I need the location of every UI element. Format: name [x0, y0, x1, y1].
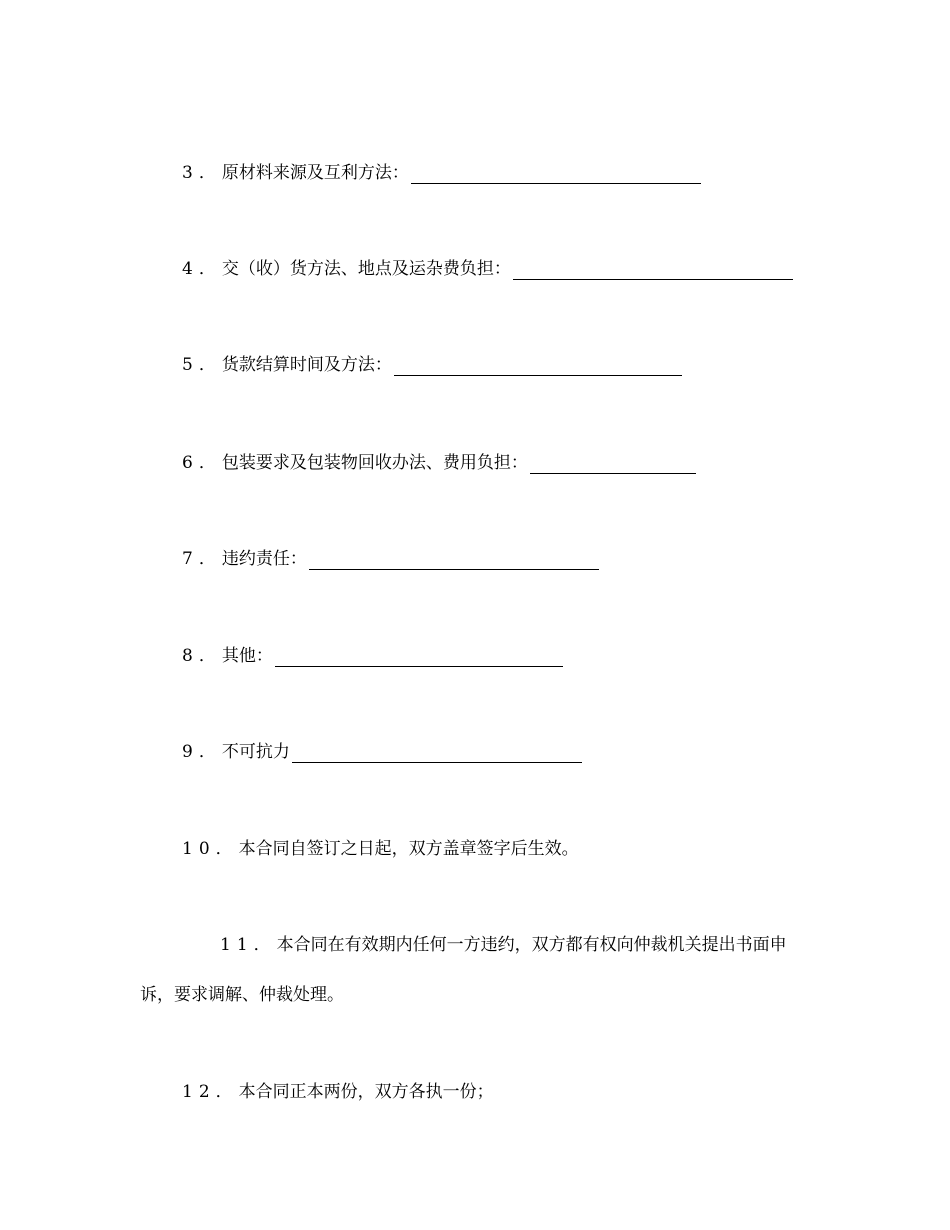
clause-text: 本合同在有效期内任何一方违约，双方都有权向仲裁机关提出书面申诉，要求调解、仲裁处理。: [140, 935, 787, 1005]
fill-in-blank[interactable]: [292, 744, 582, 763]
clause-4: [182, 258, 793, 280]
clause-12: [182, 1081, 494, 1103]
clause-7: [182, 548, 599, 570]
clause-5: [182, 354, 682, 376]
clause-3: [182, 162, 701, 184]
clause-11: [140, 920, 812, 1020]
clause-number: 3．: [182, 163, 222, 183]
clause-text: 原材料来源及互利方法：: [221, 163, 409, 183]
fill-in-blank[interactable]: [411, 165, 701, 184]
clause-6: [182, 452, 696, 474]
clause-8: [182, 645, 563, 667]
fill-in-blank[interactable]: [275, 648, 563, 667]
fill-in-blank[interactable]: [394, 357, 682, 376]
clause-number: 8．: [182, 646, 222, 666]
clause-9: [182, 741, 582, 763]
clause-text: 货款结算时间及方法：: [221, 355, 392, 375]
clause-10: [182, 838, 579, 860]
clause-number: 11．: [220, 935, 277, 955]
clause-text: 本合同自签订之日起，双方盖章签字后生效。: [238, 839, 579, 859]
clause-number: 10．: [182, 839, 239, 859]
fill-in-blank[interactable]: [513, 261, 793, 280]
clause-number: 9．: [182, 742, 222, 762]
clause-text: 交（收）货方法、地点及运杂费负担：: [221, 259, 511, 279]
clause-number: 7．: [182, 549, 222, 569]
clause-text: 违约责任：: [221, 549, 307, 569]
clause-text: 本合同正本两份，双方各执一份；: [238, 1082, 494, 1102]
fill-in-blank[interactable]: [309, 551, 599, 570]
clause-text: 其他：: [221, 646, 273, 666]
clause-text: 不可抗力: [221, 742, 290, 762]
clause-number: 12．: [182, 1082, 239, 1102]
clause-number: 4．: [182, 259, 222, 279]
fill-in-blank[interactable]: [530, 455, 696, 474]
clause-number: 5．: [182, 355, 222, 375]
clause-text: 包装要求及包装物回收办法、费用负担：: [221, 453, 528, 473]
clause-number: 6．: [182, 453, 222, 473]
